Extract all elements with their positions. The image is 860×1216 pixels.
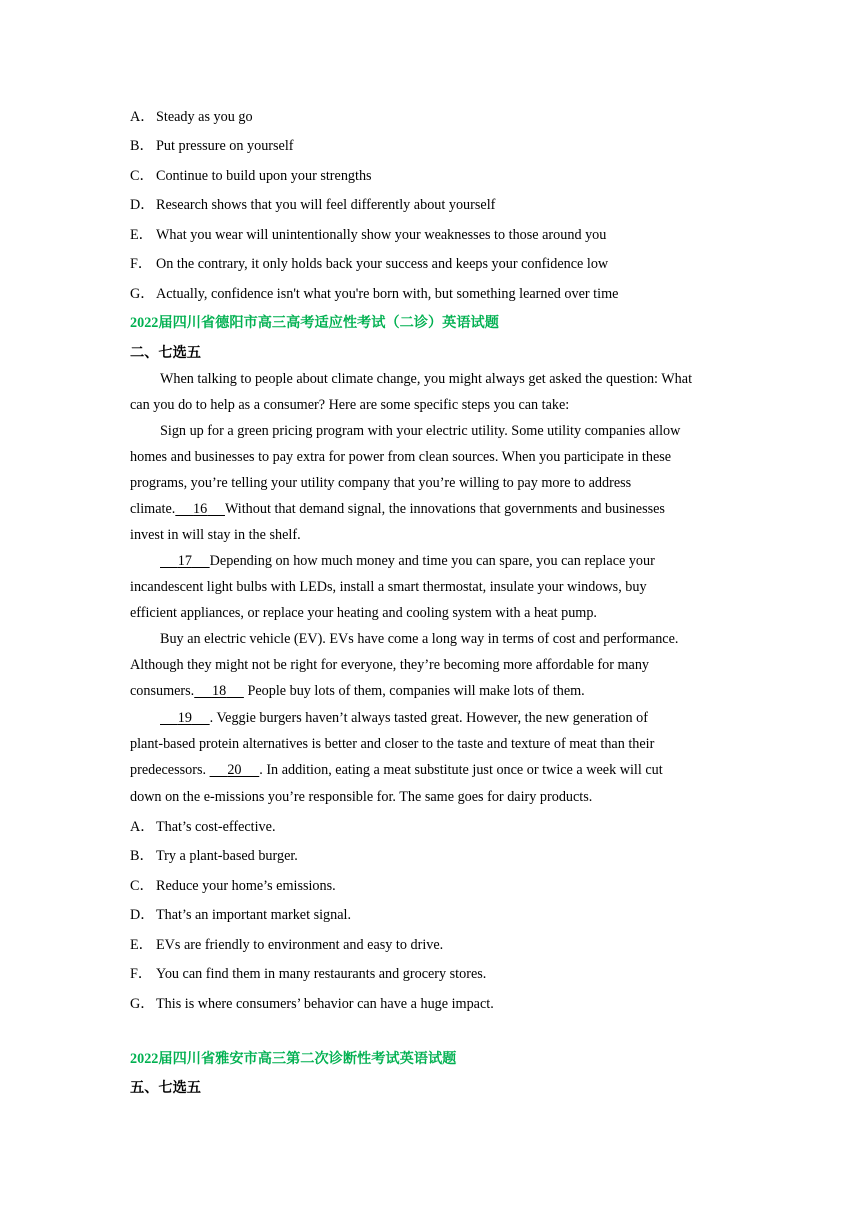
option-c: C． Continue to build upon your strengths: [130, 168, 372, 184]
option-g: G． This is where consumers’ behavior can have a huge impact.: [130, 996, 494, 1012]
option-f: F． On the contrary, it only holds back your success and keeps your confidence low: [130, 256, 609, 272]
option-a: A． Steady as you go: [130, 109, 253, 125]
passage-line: can you do to help as a consumer? Here are some specific steps you can take:: [130, 397, 570, 413]
passage-line: climate. 16 Without that demand signal, the innovations that governments and businesses: [130, 501, 665, 517]
passage-line: 17 Depending on how much money and time you can spare, you can replace your: [160, 553, 655, 570]
passage-line: incandescent light bulbs with LEDs, install a smart thermostat, insulate your windows, buy: [130, 579, 647, 595]
passage-line: invest in will stay in the shelf.: [130, 527, 301, 543]
option-b: B． Try a plant-based burger.: [130, 848, 298, 864]
option-a: A． That’s cost-effective.: [130, 819, 276, 835]
passage-line: Buy an electric vehicle (EV). EVs have come a long way in terms of cost and performance.: [160, 631, 679, 647]
option-d: D． Research shows that you will feel differently about yourself: [130, 197, 496, 213]
passage-line: consumers. 18 People buy lots of them, companies will make lots of them.: [130, 683, 585, 699]
exam-title: 2022届四川省德阳市高三高考适应性考试（二诊）英语试题: [130, 315, 499, 331]
passage-line: efficient appliances, or replace your heating and cooling system with a heat pump.: [130, 605, 597, 621]
passage-line: homes and businesses to pay extra for power from clean sources. When you participate in these: [130, 449, 672, 465]
option-e: E． What you wear will unintentionally show your weaknesses to those around you: [130, 227, 607, 243]
blank-18: 18: [211, 683, 227, 699]
passage-line: predecessors. 20 . In addition, eating a meat substitute just once or twice a week will cut: [130, 762, 663, 778]
passage-line: down on the e-missions you’re responsible for. The same goes for dairy products.: [130, 789, 593, 805]
passage-line: Although they might not be right for everyone, they’re becoming more affordable for many: [130, 657, 650, 673]
passage-line: plant-based protein alternatives is better and closer to the taste and texture of meat than their: [130, 736, 655, 752]
blank-16: 16: [193, 501, 208, 517]
section-title: 五、七选五: [130, 1080, 201, 1096]
option-b: B． Put pressure on yourself: [130, 138, 294, 154]
passage-line: Sign up for a green pricing program with your electric utility. Some utility companies allow: [160, 423, 681, 439]
blank-19: 19: [177, 710, 192, 726]
blank-20: 20: [227, 762, 242, 778]
option-f: F． You can find them in many restaurants and grocery stores.: [130, 966, 487, 982]
option-d: D． That’s an important market signal.: [130, 907, 352, 923]
section-title: 二、七选五: [130, 345, 201, 361]
passage-line: When talking to people about climate change, you might always get asked the question: What: [160, 371, 693, 387]
option-g: G． Actually, confidence isn't what you're born with, but something learned over time: [130, 286, 619, 302]
passage-line: 19 . Veggie burgers haven’t always tasted great. However, the new generation of: [160, 710, 648, 727]
blank-17: 17: [177, 553, 192, 569]
exam-title: 2022届四川省雅安市高三第二次诊断性考试英语试题: [130, 1051, 457, 1067]
passage-line: programs, you’re telling your utility company that you’re willing to pay more to address: [130, 475, 632, 491]
option-c: C． Reduce your home’s emissions.: [130, 878, 336, 894]
option-e: E． EVs are friendly to environment and easy to drive.: [130, 937, 444, 953]
